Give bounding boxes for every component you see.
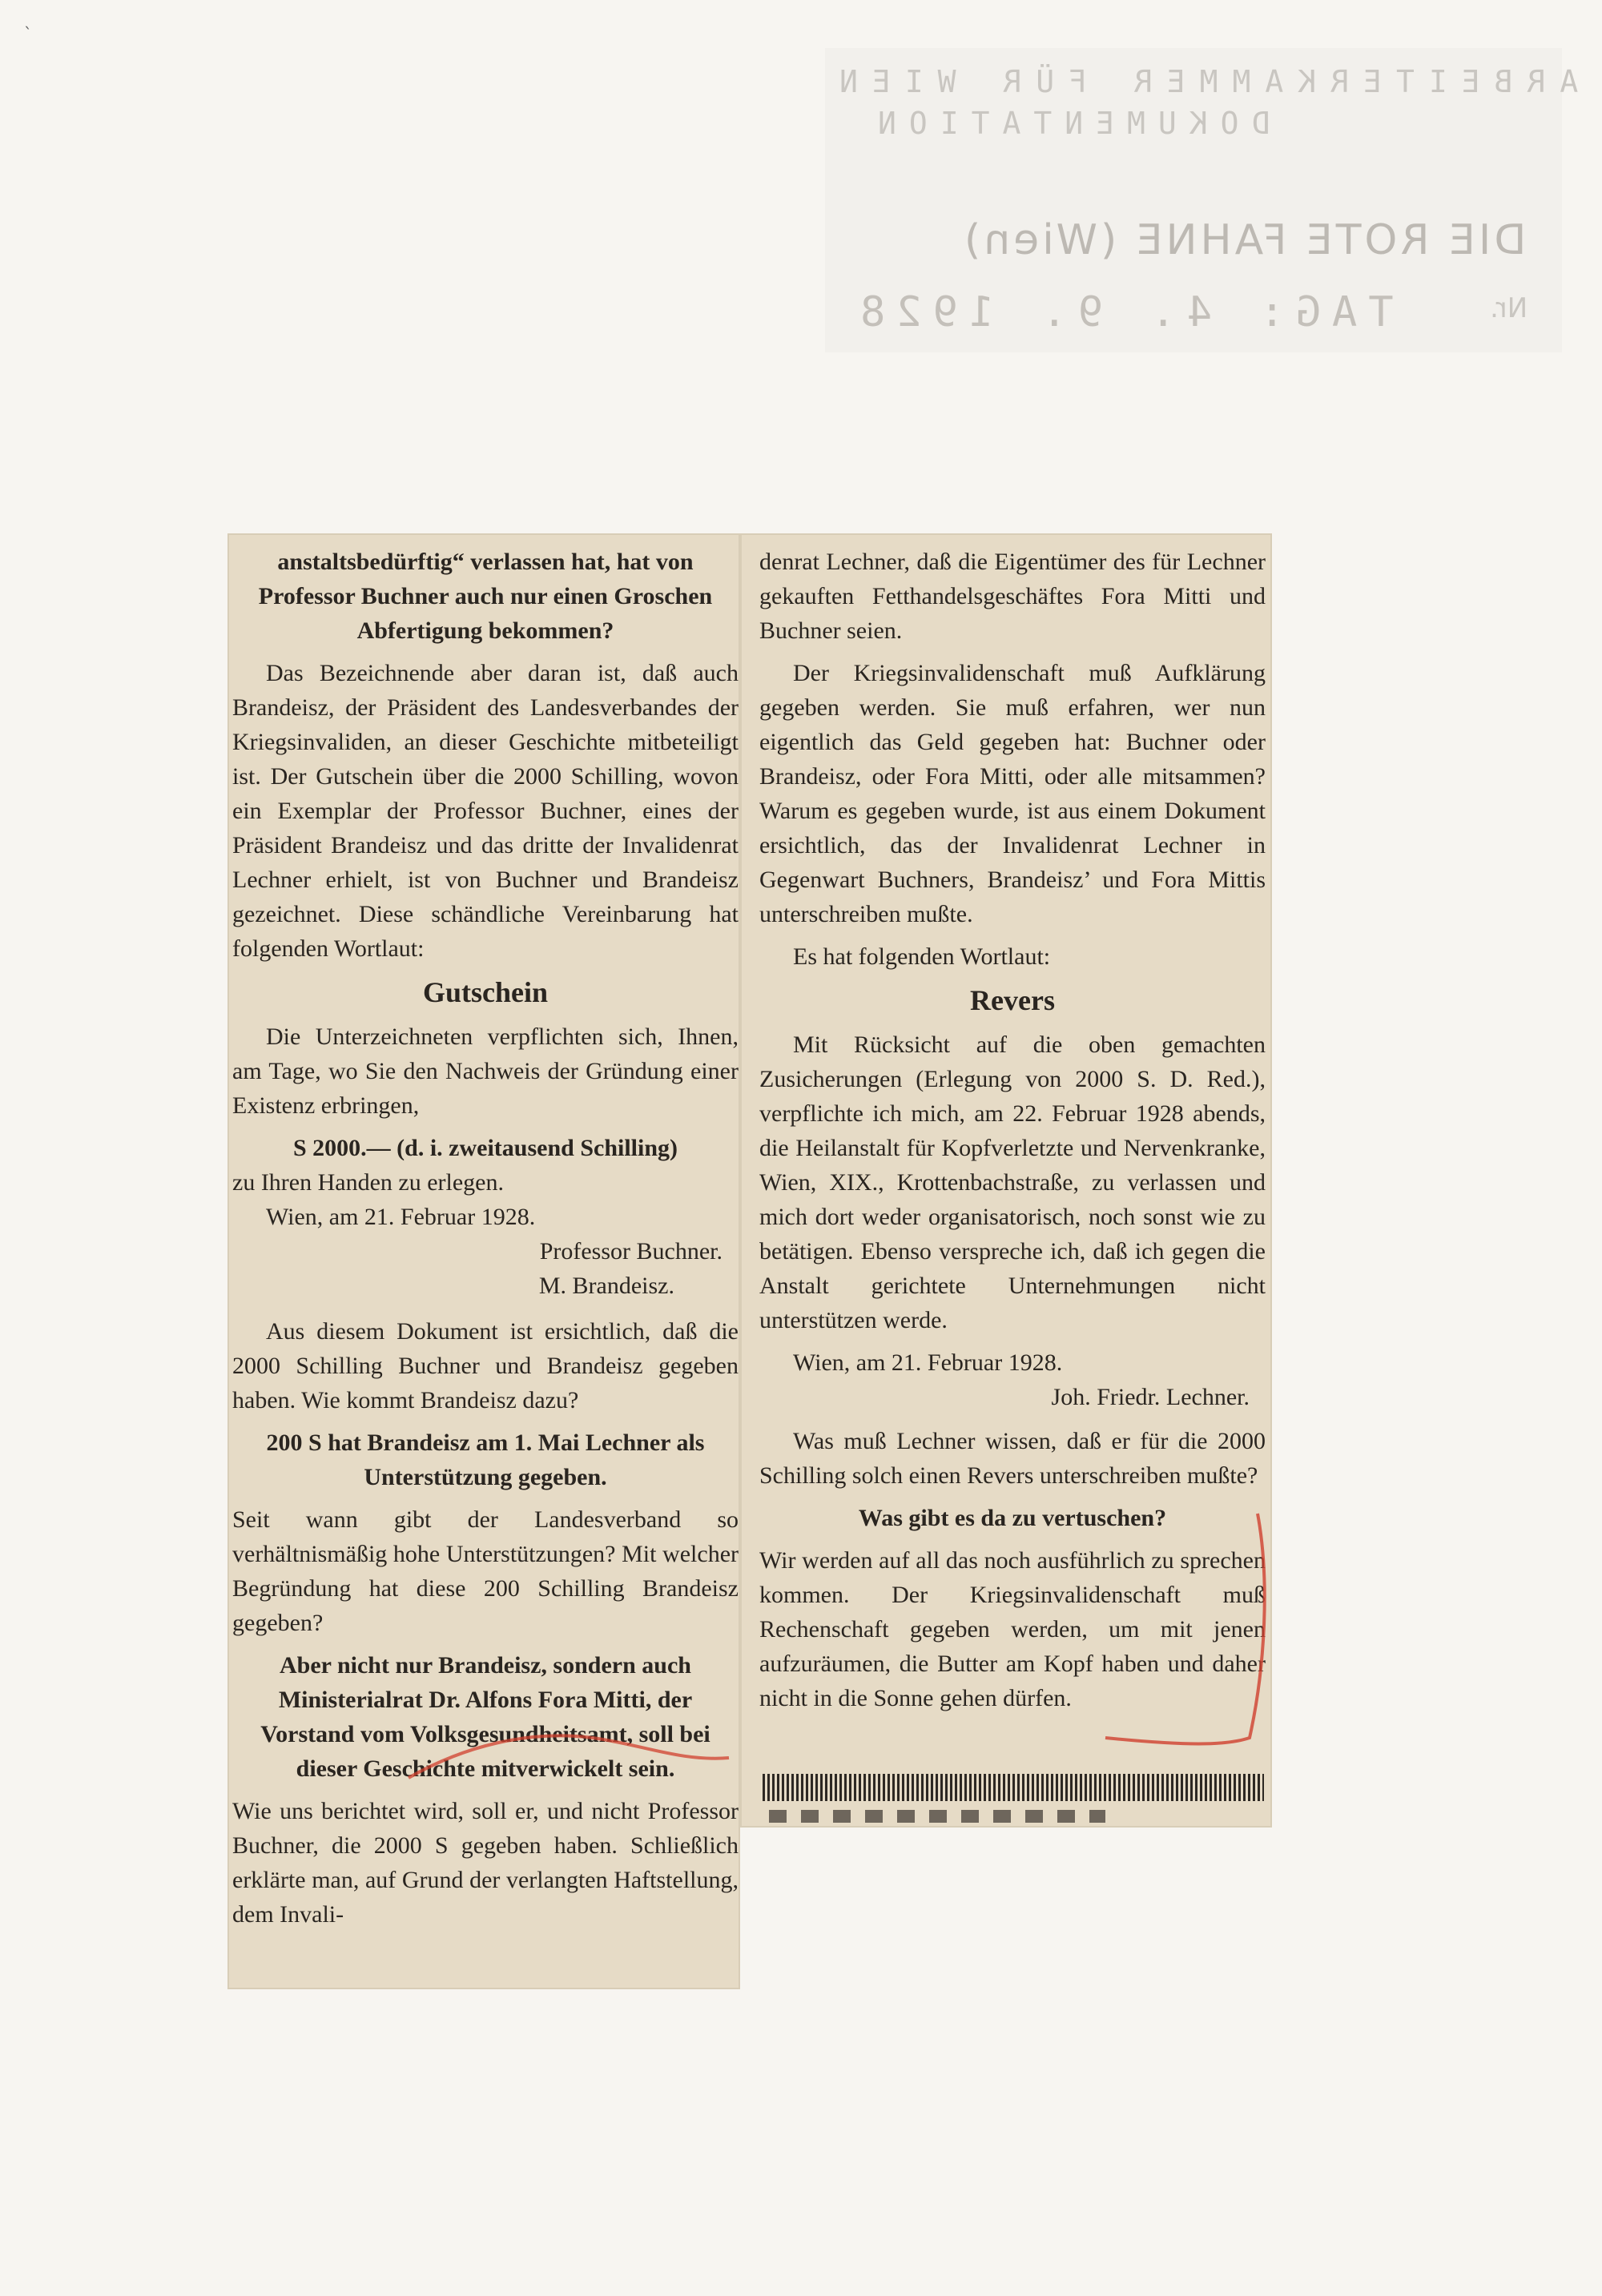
left-para-1: anstaltsbedürftig“ verlassen hat, hat von Professor Buchner auch nur einen Groschen Abfertigung bekommen? xyxy=(258,549,713,644)
corner-tick: ` xyxy=(24,24,32,43)
left-para-10: Aber nicht nur Brandeisz, sondern auch Ministerialrat Dr. Alfons Fora Mitti, der Vorstand vom Volksgesundheitsamt, soll bei dieser Geschichte mitverwickelt sein. xyxy=(260,1652,710,1782)
left-para-5: zu Ihren Handen zu erlegen. xyxy=(232,1169,504,1196)
right-para-3: Es hat folgenden Wortlaut: xyxy=(793,943,1051,970)
stamp-line-1: ARBEITERKAMMER FÜR WIEN xyxy=(825,64,1579,99)
left-para-8: 200 S hat Brandeisz am 1. Mai Lechner als Unterstützung gegeben. xyxy=(266,1429,705,1490)
right-para-6: Was muß Lechner wissen, daß er für die 2000 Schilling solch einen Revers unterschreiben mußte? xyxy=(759,1428,1266,1489)
right-para-1: denrat Lechner, daß die Eigentümer des für Lechner gekauften Fetthandelsgeschäftes Fora Mitti und Buchner seien. xyxy=(759,549,1266,644)
right-para-8: Wir werden auf all das noch ausführlich zu sprechen kommen. Der Kriegsinvalidenschaft muß Rechenschaft gegeben werden, um mit jenen aufzuräumen, die Butter am Kopf haben und daher nicht in die Sonne gehen dürfen. xyxy=(759,1547,1266,1711)
stamp-date: TAG: 4. 9. 1928 xyxy=(849,288,1394,336)
signature-buchner: Professor Buchner. xyxy=(539,1238,723,1265)
red-pencil-mark-left xyxy=(400,1714,737,1794)
stamp-paper-name: DIE ROTE FAHNE (Wien) xyxy=(961,216,1527,264)
right-para-2: Der Kriegsinvalidenschaft muß Aufklärung gegeben werden. Sie muß erfahren, wer nun eigentlich das Geld gegeben hat: Buchner oder Brandeisz, oder Fora Mitti, oder alle mitsammen? Warum es gegeben wurde, ist aus einem Dokument ersichtlich, das der Invalidenrat Lechner in Gegenwart Buchners, Brandeisz’ und Fora Mittis unterschreiben mußte. xyxy=(759,660,1266,927)
left-para-3: Die Unterzeichneten verpflichten sich, Ihnen, am Tage, wo Sie den Nachweis der Gründung einer Existenz erbringen, xyxy=(232,1023,739,1119)
stamp-number: Nr. xyxy=(1490,292,1528,324)
red-pencil-mark-right xyxy=(1089,1506,1282,1778)
left-para-9: Seit wann gibt der Landesverband so verhältnismäßig hohe Unterstützungen? Mit welcher Begründung hat diese 200 Schilling Brandeisz gegeben? xyxy=(232,1506,739,1636)
signature-brandeisz: M. Brandeisz. xyxy=(538,1273,674,1299)
heading-gutschein: Gutschein xyxy=(422,976,549,1008)
left-date: Wien, am 21. Februar 1928. xyxy=(266,1204,536,1230)
left-para-11: Wie uns berichtet wird, soll er, und nicht Professor Buchner, die 2000 S gegeben haben. Schließlich erklärte man, auf Grund der verlangten Haftstellung, dem Invali- xyxy=(232,1798,739,1928)
heading-revers: Revers xyxy=(970,984,1055,1016)
signature-lechner: Joh. Friedr. Lechner. xyxy=(1051,1384,1250,1410)
right-para-4: Mit Rücksicht auf die oben gemachten Zusicherungen (Erlegung von 2000 S. D. Red.), verpflichte ich mich, am 22. Februar 1928 abends, die Heilanstalt für Kopfverletzte und Nervenkranke, Wien, XIX., Krottenbachstraße, zu verlassen und mich dort weder organisatorisch, noch sonst wie zu betätigen. Ebenso verspreche ich, daß ich gegen die Anstalt gerichtete Unternehmungen nicht unterstützen werde. xyxy=(759,1031,1266,1333)
cut-off-line xyxy=(769,1810,1105,1823)
stamp-line-2: DOKUMENTATION xyxy=(865,106,1270,141)
left-para-7: Aus diesem Dokument ist ersichtlich, daß die 2000 Schilling Buchner und Brandeisz gegeben haben. Wie kommt Brandeisz dazu? xyxy=(232,1318,739,1413)
right-para-7: Was gibt es da zu vertuschen? xyxy=(858,1505,1167,1531)
column-end-rule xyxy=(763,1774,1264,1801)
left-para-2: Das Bezeichnende aber daran ist, daß auch Brandeisz, der Präsident des Landesverbandes der Kriegsinvaliden, an dieser Geschichte mitbeteiligt ist. Der Gutschein über die 2000 Schilling, wovon ein Exemplar der Professor Buchner, eines der Präsident Brandeisz und das dritte der Invalidenrat Lechner erhielt, ist von Buchner und Brandeisz gezeichnet. Diese schändliche Vereinbarung hat folgenden Wortlaut: xyxy=(232,660,739,962)
right-date: Wien, am 21. Februar 1928. xyxy=(793,1349,1063,1376)
left-amount: S 2000.— (d. i. zweitausend Schilling) xyxy=(292,1135,678,1161)
